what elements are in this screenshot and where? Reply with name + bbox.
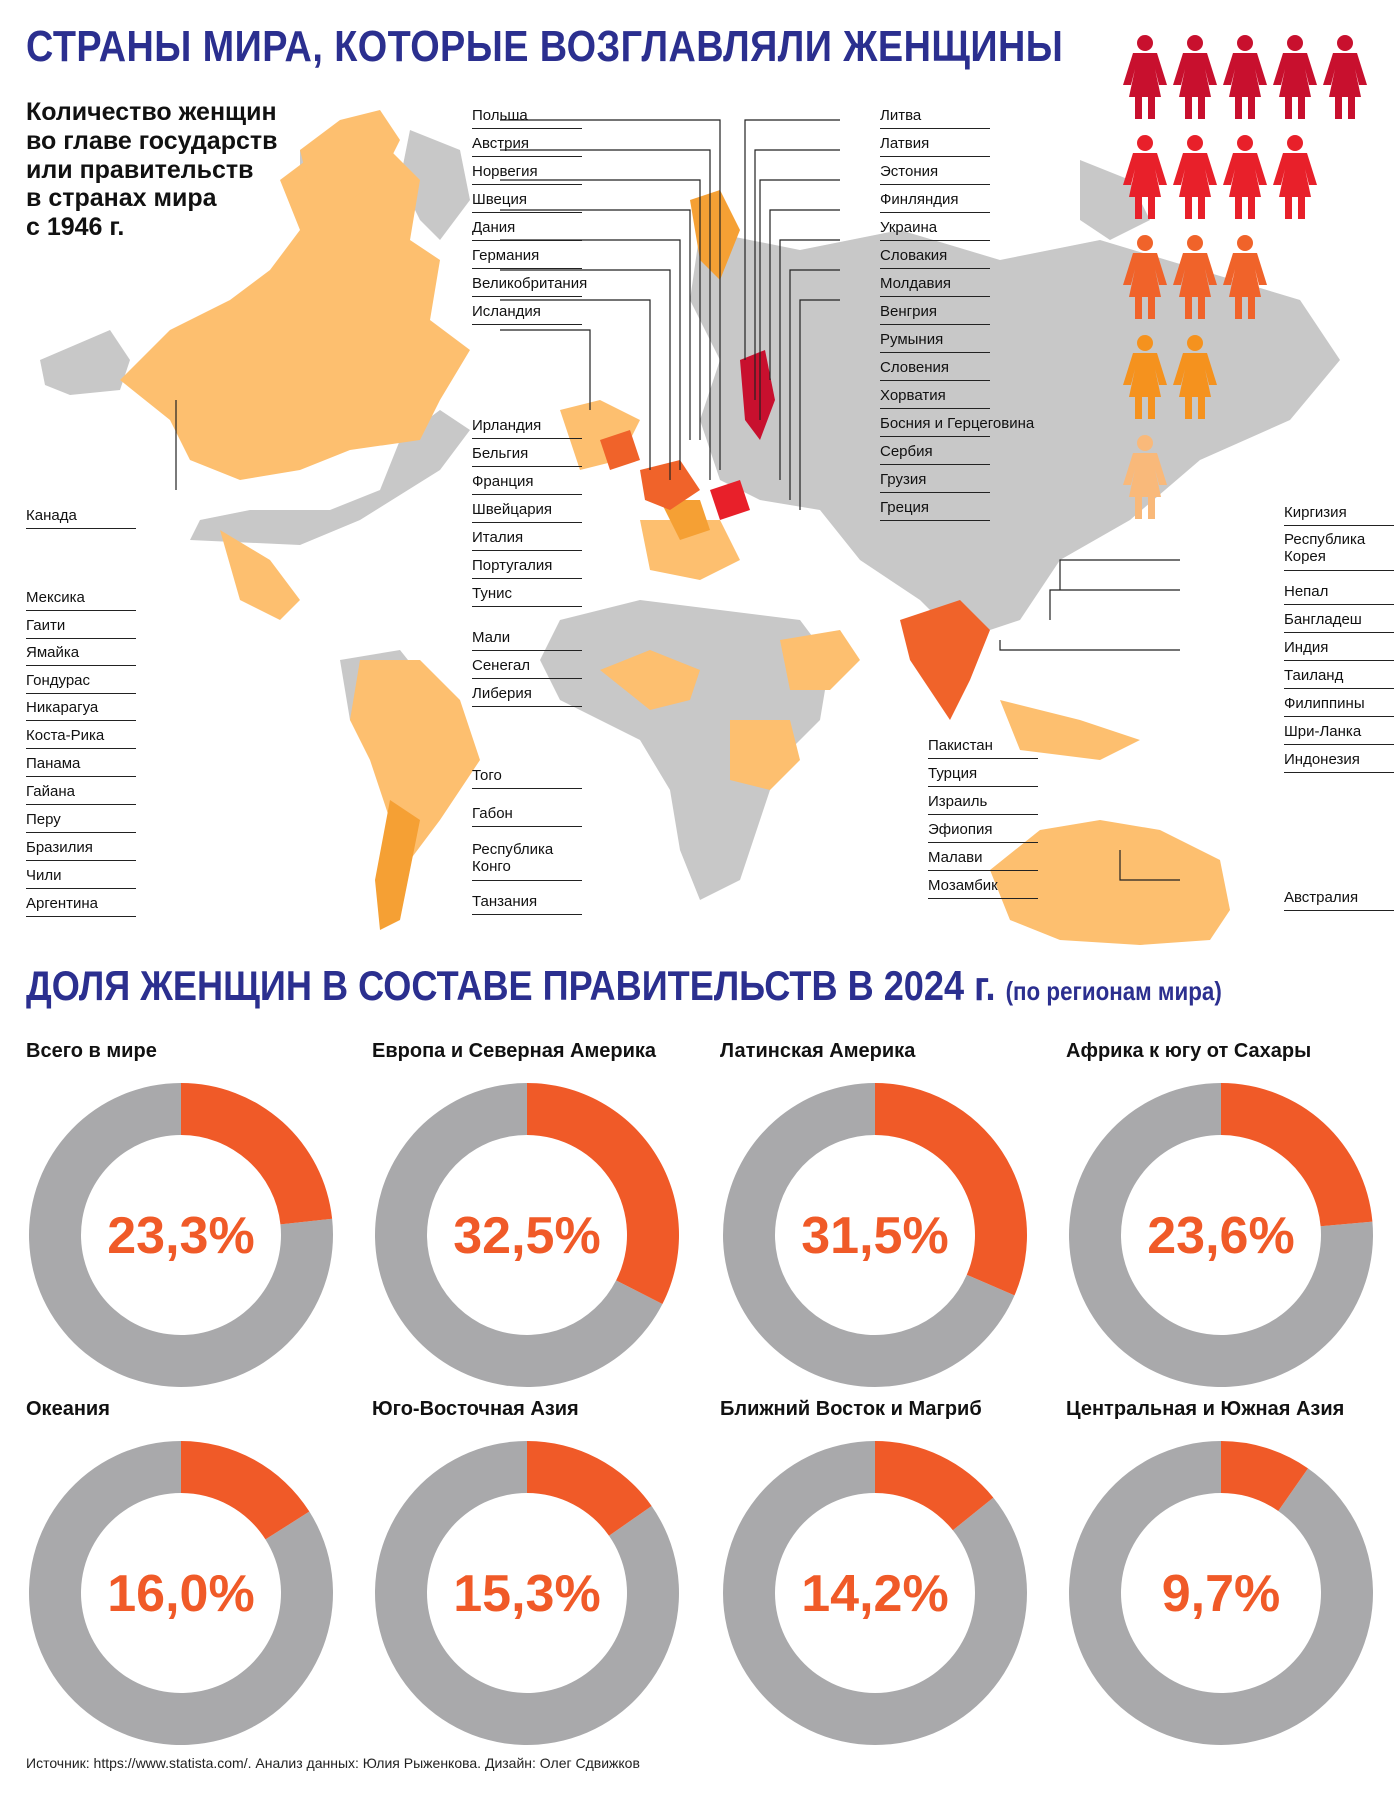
donut-value-label: 31,5% [801, 1207, 949, 1265]
map-label-underline [472, 550, 582, 551]
donut-panel [372, 1398, 692, 1758]
map-label-underline [26, 693, 136, 694]
woman-icon [1173, 235, 1217, 319]
map-label: Таиланд [1284, 667, 1344, 684]
donut-title: Юго-Восточная Азия [372, 1398, 579, 1420]
map-label-underline [1284, 688, 1394, 689]
map-label-underline [880, 436, 990, 437]
map-label: Мексика [26, 589, 85, 606]
donut-share-slice [181, 1083, 332, 1224]
map-label-underline [880, 156, 990, 157]
donut-panel [26, 1040, 346, 1400]
map-label: Ирландия [472, 417, 542, 434]
map-label: Румыния [880, 331, 944, 348]
map-label-underline [472, 128, 582, 129]
donut-chart [372, 1438, 682, 1748]
map-label-underline [26, 860, 136, 861]
map-label-underline [1284, 772, 1394, 773]
map-label-underline [26, 665, 136, 666]
woman-icon [1123, 335, 1167, 419]
map-label: Израиль [928, 793, 988, 810]
section2-title [26, 962, 1222, 1010]
map-label-underline [472, 826, 582, 827]
map-label: Эстония [880, 163, 939, 180]
map-label-underline [880, 464, 990, 465]
donut-chart [372, 1080, 682, 1390]
map-label: Индия [1284, 639, 1329, 656]
map-label: Литва [880, 107, 922, 124]
map-label: Турция [928, 765, 978, 782]
map-label-underline [1284, 660, 1394, 661]
page-title: СТРАНЫ МИРА, КОТОРЫЕ ВОЗГЛАВЛЯЛИ ЖЕНЩИНЫ [26, 22, 1064, 71]
map-label: Индонезия [1284, 751, 1360, 768]
map-label: Малави [928, 849, 983, 866]
map-label: Греция [880, 499, 930, 516]
map-label-underline [472, 578, 582, 579]
map-label-underline [472, 268, 582, 269]
map-label: Австрия [472, 135, 530, 152]
woman-icon [1173, 135, 1217, 219]
donut-panel [1066, 1040, 1386, 1400]
map-label: Гондурас [26, 672, 91, 689]
map-label-underline [26, 804, 136, 805]
map-label: Молдавия [880, 275, 951, 292]
donut-share-slice [1221, 1083, 1372, 1226]
map-label: Никарагуа [26, 699, 99, 716]
map-label-underline [1284, 716, 1394, 717]
map-label: Коста-Рика [26, 727, 105, 744]
donut-title: Латинская Америка [720, 1040, 916, 1062]
map-label-underline [472, 184, 582, 185]
donut-title: Африка к югу от Сахары [1066, 1040, 1312, 1062]
woman-icon [1123, 435, 1167, 519]
donut-panel [372, 1040, 692, 1400]
map-label: Мали [472, 629, 511, 646]
donut-value-label: 32,5% [453, 1207, 601, 1265]
map-label-underline [1284, 604, 1394, 605]
map-label: Панама [26, 755, 81, 772]
section2-title-main: ДОЛЯ ЖЕНЩИН В СОСТАВЕ ПРАВИТЕЛЬСТВ В 2024 г. [26, 962, 996, 1009]
map-label-underline [472, 296, 582, 297]
map-label: Республика Конго [472, 841, 554, 875]
donut-chart [720, 1438, 1030, 1748]
map-label: Украина [880, 219, 938, 236]
map-label-underline [26, 916, 136, 917]
map-label: Франция [472, 473, 534, 490]
donut-value-label: 23,3% [107, 1207, 255, 1265]
map-label-underline [472, 466, 582, 467]
donut-title: Европа и Северная Америка [372, 1040, 657, 1062]
map-label: Гаити [26, 617, 66, 634]
map-label-underline [26, 776, 136, 777]
donut-panel [1066, 1398, 1386, 1758]
map-label-underline [26, 610, 136, 611]
map-label-underline [1284, 632, 1394, 633]
map-label-underline [472, 156, 582, 157]
map-label: Швеция [472, 191, 527, 208]
map-label-underline [1284, 910, 1394, 911]
donut-panel [720, 1398, 1040, 1758]
donut-title: Всего в мире [26, 1040, 157, 1062]
map-label: Норвегия [472, 163, 538, 180]
donut-panel [720, 1040, 1040, 1400]
map-label-underline [472, 494, 582, 495]
map-label: Киргизия [1284, 504, 1347, 521]
map-label-underline [880, 240, 990, 241]
map-label: Бангладеш [1284, 611, 1362, 628]
map-label: Мозамбик [928, 877, 998, 894]
section2-subtitle: (по регионам мира) [1005, 976, 1222, 1006]
map-label: Великобритания [472, 275, 588, 292]
map-label: Ямайка [26, 644, 80, 661]
map-label: Канада [26, 507, 77, 524]
map-label-underline [880, 380, 990, 381]
map-label: Словения [880, 359, 950, 376]
map-label-underline [472, 438, 582, 439]
map-label: Босния и Герцеговина [880, 415, 1035, 432]
woman-icon [1223, 235, 1267, 319]
source-footer: Источник: https://www.statista.com/. Анализ данных: Юлия Рыженкова. Дизайн: Олег Сдвижков [26, 1755, 640, 1771]
map-label: Либерия [472, 685, 532, 702]
map-label: Италия [472, 529, 524, 546]
map-label: Аргентина [26, 895, 98, 912]
map-label-underline [1284, 744, 1394, 745]
map-label-underline [880, 408, 990, 409]
map-label: Польша [472, 107, 528, 124]
woman-icon [1273, 35, 1317, 119]
map-label: Гайана [26, 783, 75, 800]
map-label: Пакистан [928, 737, 993, 754]
map-label-underline [928, 842, 1038, 843]
donut-value-label: 9,7% [1161, 1565, 1281, 1623]
map-label: Танзания [472, 893, 538, 910]
woman-icon [1323, 35, 1367, 119]
map-label: Шри-Ланка [1284, 723, 1362, 740]
map-label-underline [26, 528, 136, 529]
woman-icon [1123, 35, 1167, 119]
woman-icon [1123, 235, 1167, 319]
map-label-underline [472, 678, 582, 679]
donut-chart [720, 1080, 1030, 1390]
donut-chart [1066, 1438, 1376, 1748]
map-label: Грузия [880, 471, 927, 488]
map-label: Тунис [472, 585, 512, 602]
map-label-underline [880, 268, 990, 269]
map-label: Чили [26, 867, 62, 884]
map-label: Дания [472, 219, 516, 236]
map-label-underline [472, 212, 582, 213]
map-label: Латвия [880, 135, 930, 152]
donut-chart [26, 1438, 336, 1748]
map-label: Хорватия [880, 387, 946, 404]
woman-icon [1173, 35, 1217, 119]
map-label: Исландия [472, 303, 541, 320]
donut-chart [26, 1080, 336, 1390]
map-label-underline [472, 914, 582, 915]
map-label-underline [1284, 525, 1394, 526]
map-label: Филиппины [1284, 695, 1365, 712]
map-label: Габон [472, 805, 513, 822]
map-label-underline [928, 870, 1038, 871]
map-label: Сенегал [472, 657, 531, 674]
donut-value-label: 23,6% [1147, 1207, 1295, 1265]
map-label: Финляндия [880, 191, 959, 208]
map-label-underline [472, 240, 582, 241]
map-label-underline [26, 832, 136, 833]
map-label-underline [880, 212, 990, 213]
map-label-underline [472, 880, 582, 881]
map-label-underline [472, 522, 582, 523]
legend-intro: Количество женщин во главе государств или правительств в странах мира с 1946 г. [26, 98, 278, 241]
map-label: Венгрия [880, 303, 937, 320]
map-label-underline [26, 748, 136, 749]
donut-value-label: 15,3% [453, 1565, 601, 1623]
map-label-underline [928, 814, 1038, 815]
map-label-underline [26, 720, 136, 721]
map-label-underline [472, 606, 582, 607]
donut-title: Океания [26, 1398, 110, 1420]
woman-icon [1223, 35, 1267, 119]
map-label: Эфиопия [928, 821, 993, 838]
map-label-underline [472, 650, 582, 651]
donut-panel [26, 1398, 346, 1758]
map-label: Перу [26, 811, 61, 828]
woman-icon [1173, 335, 1217, 419]
map-label: Сербия [880, 443, 933, 460]
donut-title: Центральная и Южная Азия [1066, 1398, 1345, 1420]
map-label: Словакия [880, 247, 948, 264]
map-label-underline [26, 638, 136, 639]
map-label-underline [880, 520, 990, 521]
donut-value-label: 16,0% [107, 1565, 255, 1623]
woman-icon [1273, 135, 1317, 219]
map-label: Непал [1284, 583, 1329, 600]
map-label: Того [472, 767, 502, 784]
map-label-underline [472, 324, 582, 325]
map-label-underline [880, 296, 990, 297]
woman-icon [1223, 135, 1267, 219]
woman-icon [1123, 135, 1167, 219]
donut-chart [1066, 1080, 1376, 1390]
map-label: Республика Корея [1284, 531, 1366, 565]
map-label-underline [1284, 570, 1394, 571]
map-label: Германия [472, 247, 540, 264]
map-label-underline [880, 352, 990, 353]
map-label-underline [928, 786, 1038, 787]
donut-title: Ближний Восток и Магриб [720, 1398, 982, 1420]
map-label-underline [472, 706, 582, 707]
map-label-underline [880, 492, 990, 493]
map-label-underline [928, 898, 1038, 899]
map-label: Португалия [472, 557, 553, 574]
donut-value-label: 14,2% [801, 1565, 949, 1623]
donut-share-slice [527, 1083, 679, 1304]
map-label-underline [26, 888, 136, 889]
legend-figures [1105, 25, 1385, 525]
map-label-underline [880, 324, 990, 325]
map-label: Австралия [1284, 889, 1359, 906]
map-label-underline [928, 758, 1038, 759]
map-label-underline [472, 788, 582, 789]
map-label-underline [880, 128, 990, 129]
map-label: Бельгия [472, 445, 529, 462]
map-label-underline [880, 184, 990, 185]
map-label: Швейцария [472, 501, 553, 518]
map-label: Бразилия [26, 839, 93, 856]
